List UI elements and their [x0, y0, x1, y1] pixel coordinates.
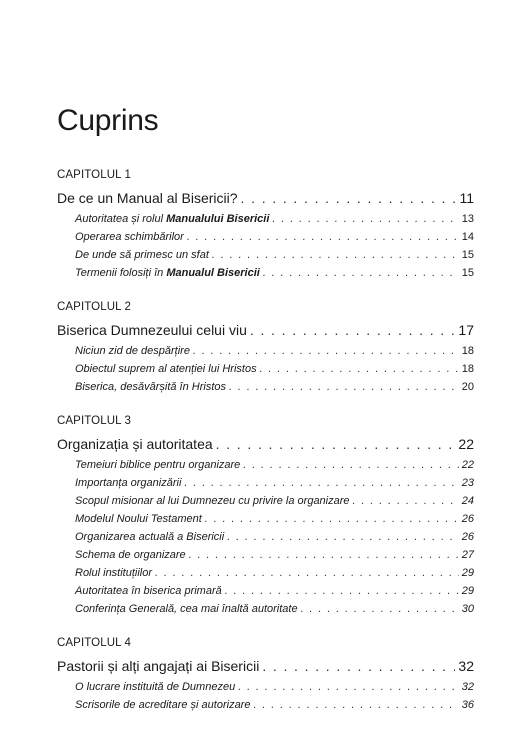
section-page-number: 36 — [461, 699, 474, 711]
dot-leader — [212, 246, 459, 264]
section-title — [75, 264, 260, 282]
section-entry[interactable] — [57, 246, 474, 264]
section-title-text: Scopul misionar al lui Dumnezeu cu privire la organizare — [75, 495, 350, 507]
dot-leader — [301, 600, 459, 618]
dot-leader — [184, 474, 458, 492]
section-title — [75, 474, 181, 492]
section-title — [75, 228, 184, 246]
section-title — [75, 582, 222, 600]
section-title-text: Operarea schimbărilor — [75, 231, 184, 243]
section-title — [75, 492, 350, 510]
section-page-number: 18 — [461, 363, 474, 375]
section-page-number: 26 — [461, 513, 474, 525]
section-entry[interactable] — [57, 210, 474, 228]
section-entry[interactable] — [57, 696, 474, 714]
section-title-emphasis: Manualului Bisericii — [166, 213, 270, 225]
chapter-entry[interactable] — [57, 188, 474, 208]
section-title-text: Schema de organizare — [75, 549, 186, 561]
section-entry[interactable] — [57, 264, 474, 282]
section-page-number: 15 — [461, 249, 474, 261]
section-entry[interactable] — [57, 546, 474, 564]
dot-leader — [229, 378, 459, 396]
section-title — [75, 564, 152, 582]
section-page-number: 32 — [461, 681, 474, 693]
section-entry[interactable] — [57, 456, 474, 474]
table-of-contents — [57, 168, 474, 732]
section-title — [75, 378, 226, 396]
section-title-text: Niciun zid de despărțire — [75, 345, 190, 357]
section-title — [75, 600, 298, 618]
chapter-title: Biserica Dumnezeului celui viu — [57, 322, 247, 338]
section-title-text: Scrisorile de acreditare și autorizare — [75, 699, 251, 711]
section-title — [75, 528, 224, 546]
chapter-title: De ce un Manual al Bisericii? — [57, 190, 238, 206]
section-page-number: 30 — [461, 603, 474, 615]
chapter-page-number: 32 — [458, 658, 474, 674]
section-entry[interactable] — [57, 600, 474, 618]
section-entry[interactable] — [57, 492, 474, 510]
section-title — [75, 546, 186, 564]
section-page-number: 29 — [461, 567, 474, 579]
dot-leader — [187, 228, 459, 246]
section-page-number: 18 — [461, 345, 474, 357]
dot-leader — [262, 656, 455, 676]
section-title-emphasis: Manualul Bisericii — [166, 267, 260, 279]
section-title — [75, 696, 250, 714]
section-entry[interactable] — [57, 564, 474, 582]
chapter-title: Pastorii și alți angajați ai Bisericii — [57, 658, 260, 674]
section-title-text: Autoritatea în biserica primară — [75, 585, 222, 597]
section-entry[interactable] — [57, 678, 474, 696]
section-title-text: Termenii folosiți în — [75, 267, 164, 279]
section-title — [75, 360, 257, 378]
section-title-text: Autoritatea și rolul — [75, 213, 164, 225]
section-page-number: 29 — [461, 585, 474, 597]
chapter-label: CAPITOLUL 4 — [57, 637, 131, 649]
section-entry[interactable] — [57, 360, 474, 378]
section-title-text: De unde să primesc un sfat — [75, 249, 209, 261]
chapter-entry[interactable] — [57, 656, 474, 676]
section-entry[interactable] — [57, 378, 474, 396]
chapter-entry[interactable] — [57, 320, 474, 340]
section-title-text: Rolul instituțiilor — [75, 567, 153, 579]
dot-leader — [238, 678, 459, 696]
chapter-label: CAPITOLUL 1 — [57, 169, 131, 181]
section-entry[interactable] — [57, 474, 474, 492]
dot-leader — [353, 492, 459, 510]
section-title-text: Modelul Noului Testament — [75, 513, 202, 525]
section-title — [75, 510, 202, 528]
section-title — [75, 246, 209, 264]
chapter-block — [57, 414, 474, 618]
section-page-number: 15 — [461, 267, 474, 279]
section-entry[interactable] — [57, 228, 474, 246]
dot-leader — [216, 434, 456, 454]
chapter-title: Organizația și autoritatea — [57, 436, 213, 452]
dot-leader — [225, 582, 459, 600]
section-page-number: 27 — [461, 549, 474, 561]
chapter-entry[interactable] — [57, 434, 474, 454]
dot-leader — [193, 342, 459, 360]
chapter-block — [57, 636, 474, 714]
dot-leader — [243, 456, 458, 474]
dot-leader — [241, 188, 457, 208]
section-entry[interactable] — [57, 528, 474, 546]
section-page-number: 20 — [461, 381, 474, 393]
section-entry[interactable] — [57, 342, 474, 360]
section-title-text: Biserica, desăvârșită în Hristos — [75, 381, 226, 393]
page-title: Cuprins — [57, 104, 159, 137]
chapter-block — [57, 168, 474, 282]
dot-leader — [250, 320, 456, 340]
dot-leader — [272, 210, 458, 228]
section-entry[interactable] — [57, 582, 474, 600]
section-title-text: Conferința Generală, cea mai înaltă autoritate — [75, 603, 298, 615]
dot-leader — [263, 264, 459, 282]
section-title — [75, 342, 190, 360]
section-title-text: Organizarea actuală a Bisericii — [75, 531, 225, 543]
dot-leader — [205, 510, 459, 528]
section-title — [75, 678, 235, 696]
section-entry[interactable] — [57, 510, 474, 528]
chapter-label: CAPITOLUL 3 — [57, 415, 131, 427]
chapter-page-number: 11 — [459, 190, 474, 206]
section-title-text: Obiectul suprem al atenției lui Hristos — [75, 363, 257, 375]
section-page-number: 13 — [461, 213, 474, 225]
chapter-page-number: 17 — [458, 322, 474, 338]
dot-leader — [253, 696, 458, 714]
section-page-number: 24 — [461, 495, 474, 507]
section-page-number: 14 — [461, 231, 474, 243]
section-page-number: 23 — [461, 477, 474, 489]
section-title-text: Importanța organizării — [75, 477, 182, 489]
section-page-number: 22 — [461, 459, 474, 471]
chapter-block — [57, 300, 474, 396]
section-title — [75, 456, 240, 474]
dot-leader — [227, 528, 459, 546]
dot-leader — [260, 360, 459, 378]
chapter-page-number: 22 — [458, 436, 474, 452]
section-title-text: Temeiuri biblice pentru organizare — [75, 459, 241, 471]
dot-leader — [155, 564, 459, 582]
section-title — [75, 210, 269, 228]
section-page-number: 26 — [461, 531, 474, 543]
chapter-label: CAPITOLUL 2 — [57, 301, 131, 313]
dot-leader — [189, 546, 459, 564]
section-title-text: O lucrare instituită de Dumnezeu — [75, 681, 236, 693]
